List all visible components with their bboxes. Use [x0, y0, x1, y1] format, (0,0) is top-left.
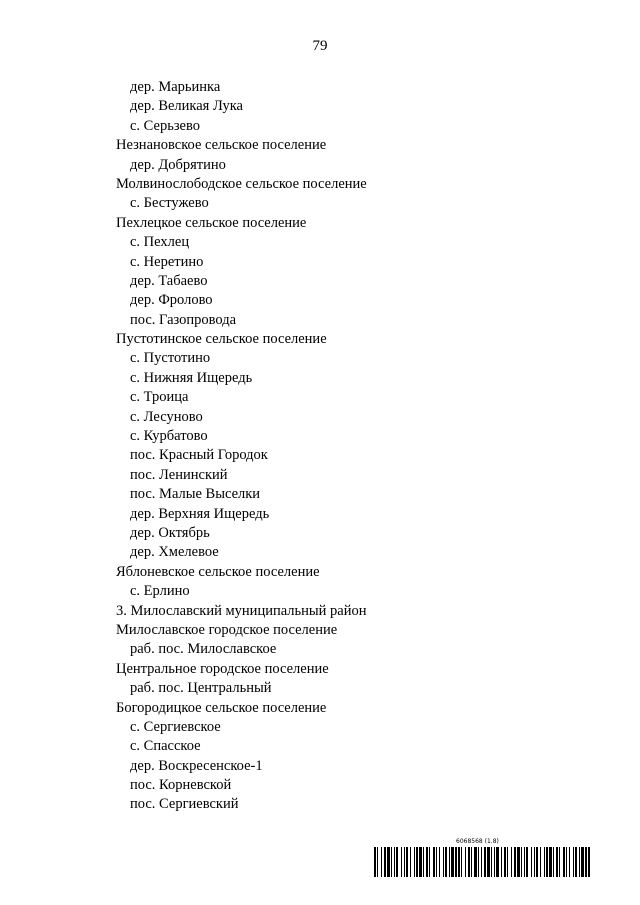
barcode-bar [429, 847, 430, 877]
settlement-item: дер. Марьинка [130, 79, 221, 95]
settlement-item: с. Сергиевское [130, 718, 221, 735]
settlement-item: с. Пехлец [130, 234, 190, 251]
settlement-group-heading: Милославское городское поселение [116, 621, 338, 638]
barcode-bar [406, 847, 408, 877]
settlement-item: дер. Добрятино [130, 156, 226, 173]
barcode-bar [553, 847, 554, 877]
settlement-item: с. Нижняя Ищередь [130, 369, 253, 386]
barcode-image [374, 847, 590, 877]
settlement-item: пос. Малые Выселки [130, 486, 261, 503]
barcode-bar [566, 847, 567, 877]
settlement-item: с. Троица [130, 389, 189, 406]
settlement-group-heading: Пехлецкое сельское поселение [116, 214, 307, 231]
barcode-bar [559, 847, 560, 877]
barcode-bar [556, 847, 558, 877]
barcode-bar [521, 847, 522, 877]
settlement-item: с. Ерлино [130, 583, 190, 600]
barcode-bar [536, 847, 538, 877]
barcode-bar [484, 847, 486, 877]
barcode-bar [487, 847, 490, 877]
barcode-bar [455, 847, 457, 877]
settlement-item: пос. Корневской [130, 777, 232, 794]
barcode-bar [494, 847, 495, 877]
settlement-item: дер. Октябрь [130, 524, 210, 541]
barcode-bar [436, 847, 437, 877]
settlement-item: с. Бестужево [130, 195, 209, 212]
settlement-item: дер. Воскресенское-1 [130, 757, 263, 774]
barcode-bar [419, 847, 422, 877]
settlement-item: дер. Верхняя Ищередь [130, 505, 270, 522]
settlement-item: дер. Хмелевое [130, 544, 219, 561]
barcode-bar [426, 847, 428, 877]
barcode-bar [501, 847, 502, 877]
barcode-bar [496, 847, 499, 877]
barcode-bar [531, 847, 532, 877]
barcode-bar [381, 847, 382, 877]
settlement-group-heading: Пустотинское сельское поселение [116, 331, 327, 348]
settlement-item: с. Серьзево [130, 117, 200, 134]
barcode-bar [474, 847, 477, 877]
settlement-group-heading: Богородицкое сельское поселение [116, 699, 327, 716]
barcode-bar [391, 847, 392, 877]
barcode-bar [511, 847, 512, 877]
barcode-bar [387, 847, 390, 877]
barcode-caption: 6068568 (1.8) [456, 838, 499, 845]
barcode-bar [575, 847, 577, 877]
barcode-bar [433, 847, 435, 877]
settlement-item: с. Курбатово [130, 428, 208, 445]
barcode-bar [416, 847, 418, 877]
barcode-bar [377, 847, 378, 877]
barcode-bar [443, 847, 444, 877]
settlement-item: пос. Сергиевский [130, 796, 239, 813]
barcode-bar [410, 847, 411, 877]
barcode-bar [396, 847, 398, 877]
barcode-bar [423, 847, 424, 877]
barcode-bar [544, 847, 545, 877]
settlement-item: с. Неретино [130, 253, 204, 270]
barcode-bar [524, 847, 525, 877]
settlement-item: дер. Великая Лука [130, 98, 243, 115]
barcode-bar [563, 847, 565, 877]
barcode-bar [445, 847, 447, 877]
settlement-group-heading: Яблоневское сельское поселение [116, 563, 320, 580]
barcode-bar [461, 847, 462, 877]
settlement-item: пос. Газопровода [130, 311, 237, 328]
barcode-bar [526, 847, 528, 877]
barcode-bar [514, 847, 516, 877]
barcode-bar [404, 847, 405, 877]
settlement-item: дер. Фролово [130, 292, 213, 309]
settlement-group-heading: Молвинослободское сельское поселение [116, 175, 367, 192]
barcode-bar [401, 847, 402, 877]
settlement-item: с. Спасское [130, 738, 201, 755]
settlement-list [116, 78, 536, 815]
settlement-item: пос. Красный Городок [130, 447, 268, 464]
barcode-bar [374, 847, 376, 877]
settlement-item: с. Лесуново [130, 408, 203, 425]
settlement-item: с. Пустотино [130, 350, 211, 367]
barcode-bar [478, 847, 479, 877]
barcode-bar [439, 847, 440, 877]
barcode-bar [468, 847, 470, 877]
barcode-bar [481, 847, 482, 877]
page-number: 79 [312, 38, 328, 54]
barcode-bar [540, 847, 541, 877]
settlement-item: раб. пос. Центральный [130, 680, 272, 697]
barcode-bar [579, 847, 580, 877]
settlement-item: раб. пос. Милославское [130, 641, 277, 658]
settlement-item: пос. Ленинский [130, 466, 228, 483]
barcode-bar [546, 847, 548, 877]
settlement-group-heading: Незнановское сельское поселение [116, 137, 327, 154]
barcode-bar [458, 847, 460, 877]
barcode-bar [534, 847, 535, 877]
barcode-bar [549, 847, 552, 877]
barcode-bar [573, 847, 574, 877]
barcode-bar [491, 847, 492, 877]
settlement-item: дер. Табаево [130, 272, 208, 289]
barcode-bar [414, 847, 415, 877]
settlement-group-heading: 3. Милославский муниципальный район [116, 602, 367, 619]
barcode-bar [451, 847, 454, 877]
barcode-bar [394, 847, 395, 877]
barcode-bar [588, 847, 590, 877]
barcode-bar [449, 847, 450, 877]
barcode-bar [507, 847, 508, 877]
barcode-bar [384, 847, 386, 877]
barcode-bar [569, 847, 570, 877]
barcode-bar [471, 847, 472, 877]
barcode-bar [585, 847, 587, 877]
barcode-bar [581, 847, 584, 877]
barcode-bar [504, 847, 506, 877]
barcode-bar [465, 847, 466, 877]
settlement-group-heading: Центральное городское поселение [116, 660, 329, 677]
barcode-bar [517, 847, 520, 877]
